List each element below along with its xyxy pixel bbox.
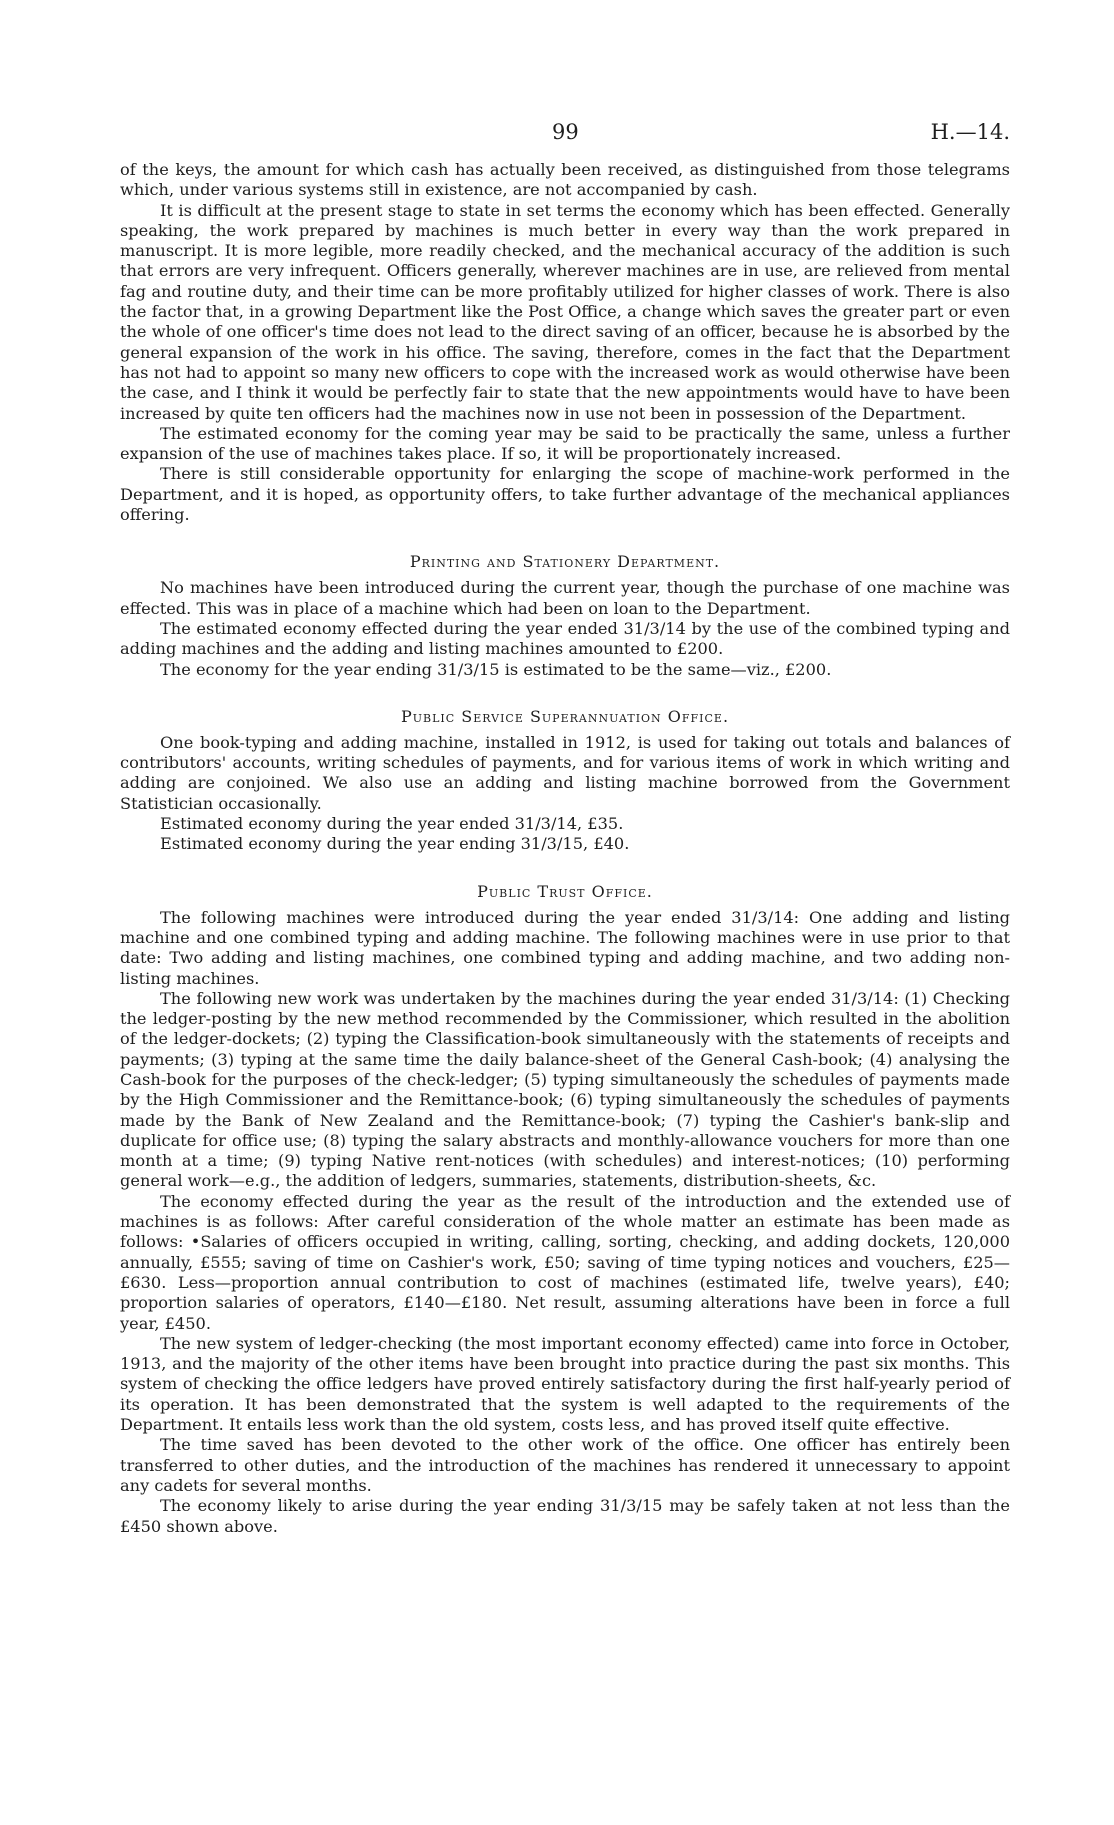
paragraph: The estimated economy for the coming year may be said to be practically the same, unless a further expansion of the use of machines takes place. If so, it will be proportionately increased. xyxy=(120,423,1010,464)
paragraph: No machines have been introduced during the current year, though the purchase of one machine was effected. This was in place of a machine which had been on loan to the Department. xyxy=(120,578,1010,618)
paragraph: The time saved has been devoted to the other work of the office. One officer has entirely been transferred to other duties, and the introduction of the machines has rendered it unnecessary to appoint any cadets for several months. xyxy=(120,1435,1010,1495)
paragraph: The estimated economy effected during the year ended 31/3/14 by the use of the combined typing and adding machines and the adding and listing machines amounted to £200. xyxy=(120,618,1010,659)
page-header xyxy=(120,120,1010,160)
superannuation-section xyxy=(120,707,1010,855)
section-heading: Public Service Superannuation Office. xyxy=(400,706,730,726)
section-heading: Printing and Stationery Department. xyxy=(409,552,721,572)
paragraph: There is still considerable opportunity for enlarging the scope of machine-work performed in the Department, and it is hoped, as opportunity offers, to take further advantage of the mechanical appliances offering. xyxy=(120,464,1010,525)
paragraph: The economy effected during the year as the result of the introduction and the extended use of machines is as follows: After careful consideration of the whole matter an estimate has been made as follows: •Salaries of officers occupied in writing, calling, sorting, checking, and adding dockets, 120,000 annually, £555; saving of time on Cashier's work, £50; saving of time typing notices and vouchers, £25—£630. Less—proportion annual contribution to cost of machines (estimated life, twelve years), £40; proportion salaries of operators, £140—£180. Net result, assuming alterations have been in force a full year, £450. xyxy=(120,1191,1010,1333)
paragraph: The economy likely to arise during the year ending 31/3/15 may be safely taken at not less than the £450 shown above. xyxy=(120,1496,1010,1536)
paragraph: The following new work was undertaken by the machines during the year ended 31/3/14: (1) Checking the ledger-posting by the new method recommended by the Commissioner, which resulted in the abolition of the ledger-dockets; (2) typing the Classification-book simultaneously with the statements of receipts and payments; (3) typing at the same time the daily balance-sheet of the General Cash-book; (4) analysing the Cash-book for the purposes of the check-ledger; (5) typing simultaneously the schedules of payments made by the High Commissioner and the Remittance-book; (6) typing simultaneously the schedules of payments made by the Bank of New Zealand and the Remittance-book; (7) typing the Cashier's bank-slip and duplicate for office use; (8) typing the salary abstracts and monthly-allowance vouchers for more than one month at a time; (9) typing Native rent-notices (with schedules) and interest-notices; (10) performing general work—e.g., the addition of ledgers, summaries, statements, distribution-sheets, &c. xyxy=(120,988,1010,1191)
public-trust-section xyxy=(120,882,1010,1537)
post-office-section xyxy=(120,160,1010,525)
section-heading: Public Trust Office. xyxy=(477,881,653,901)
paragraph: One book-typing and adding machine, installed in 1912, is used for taking out totals and balances of contributors' accounts, writing schedules of payments, and for various items of work in which writing and adding are conjoined. We also use an adding and listing machine borrowed from the Government Statistician occasionally. xyxy=(120,732,1010,813)
series-reference: H.—14. xyxy=(930,120,1010,144)
paragraph: Estimated economy during the year ending 31/3/15, £40. xyxy=(160,834,630,854)
paragraph: It is difficult at the present stage to state in set terms the economy which has been effected. Generally speaking, the work prepared by machines is much better in every way than the work prepared in manuscript. It is more legible, more readily checked, and the mechanical accuracy of the addition is such that errors are very infrequent. Officers generally, wherever machines are in use, are relieved from mental fag and routine duty, and their time can be more profitably utilized for higher classes of work. There is also the factor that, in a growing Department like the Post Office, a change which saves the greater part or even the whole of one officer's time does not lead to the direct saving of an officer, because he is absorbed by the general expansion of the work in his office. The saving, therefore, comes in the fact that the Department has not had to appoint so many new officers to cope with the increased work as would otherwise have been the case, and I think it would be perfectly fair to state that the new appointments would have to have been increased by quite ten officers had the machines now in use not been in possession of the Department. xyxy=(120,200,1010,423)
paragraph: of the keys, the amount for which cash has actually been received, as distinguished from those telegrams which, under various systems still in existence, are not accompanied by cash. xyxy=(120,160,1010,200)
document-page xyxy=(120,120,1010,1537)
paragraph: The economy for the year ending 31/3/15 is estimated to be the same—viz., £200. xyxy=(160,659,832,679)
paragraph: Estimated economy during the year ended 31/3/14, £35. xyxy=(160,814,624,834)
paragraph: The new system of ledger-checking (the most important economy effected) came into force in October, 1913, and the majority of the other items have been brought into practice during the past six months. This system of checking the office ledgers have proved entirely satisfactory during the first half-yearly period of its operation. It has been demonstrated that the system is well adapted to the requirements of the Department. It entails less work than the old system, costs less, and has proved itself quite effective. xyxy=(120,1333,1010,1435)
printing-stationery-section xyxy=(120,552,1010,679)
paragraph: The following machines were introduced during the year ended 31/3/14: One adding and listing machine and one combined typing and adding machine. The following machines were in use prior to that date: Two adding and listing machines, one combined typing and adding machine, and two adding non-listing machines. xyxy=(120,907,1010,988)
page-number: 99 xyxy=(552,120,579,144)
